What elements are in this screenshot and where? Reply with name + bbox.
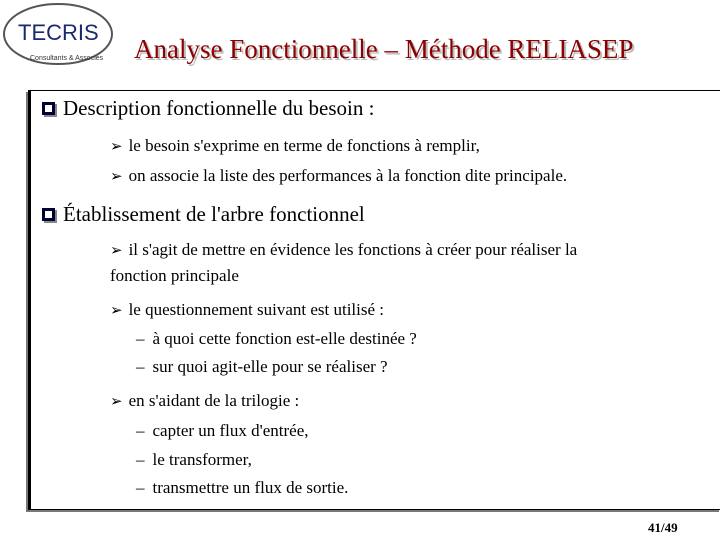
point-text: il s'agit de mettre en évidence les fonctions à créer pour réaliser la [128,240,578,259]
arrow-bullet-icon: ➢ [110,301,123,319]
square-bullet-icon [42,208,55,221]
dash-bullet-icon: – [136,329,145,348]
subpoint-item [136,357,388,377]
section-heading-text: Établissement de l'arbre fonctionnel [63,202,365,226]
dash-bullet-icon: – [136,478,145,497]
point-item [110,391,299,411]
arrow-bullet-icon: ➢ [110,167,123,185]
section-heading-text: Description fonctionnelle du besoin : [63,96,375,120]
subpoint-text: le transformer, [152,450,252,469]
section-heading-1 [42,96,374,121]
point-text: le besoin s'exprime en terme de fonctions à remplir, [128,136,480,155]
point-continuation: fonction principale [110,266,239,285]
subpoint-item [136,421,309,441]
page-number: 41/49 [648,520,678,535]
point-item [110,300,384,320]
arrow-bullet-icon: ➢ [110,241,123,259]
subpoint-text: transmettre un flux de sortie. [152,478,349,497]
subpoint-text: capter un flux d'entrée, [152,421,309,440]
dash-bullet-icon: – [136,450,145,469]
section-heading-2 [42,202,365,227]
point-item [110,136,480,156]
dash-bullet-icon: – [136,357,145,376]
subpoint-text: sur quoi agit-elle pour se réaliser ? [152,357,388,376]
point-item [110,240,577,260]
arrow-bullet-icon: ➢ [110,137,123,155]
slide-title: Analyse Fonctionnelle – Méthode RELIASEP [134,34,634,64]
logo-tagline: Consultants & Associés [30,55,104,62]
subpoint-text: à quoi cette fonction est-elle destinée ? [152,329,417,348]
logo-wordmark: TECRIS [18,20,99,45]
point-text: en s'aidant de la trilogie : [128,391,300,410]
arrow-bullet-icon: ➢ [110,392,123,410]
point-text: on associe la liste des performances à la fonction dite principale. [128,166,568,185]
point-item [110,166,567,186]
subpoint-item [136,329,417,349]
tecris-logo [0,0,116,72]
square-bullet-icon [42,102,55,115]
subpoint-item [136,450,252,470]
subpoint-item [136,478,348,498]
point-text: le questionnement suivant est utilisé : [128,300,385,319]
dash-bullet-icon: – [136,421,145,440]
